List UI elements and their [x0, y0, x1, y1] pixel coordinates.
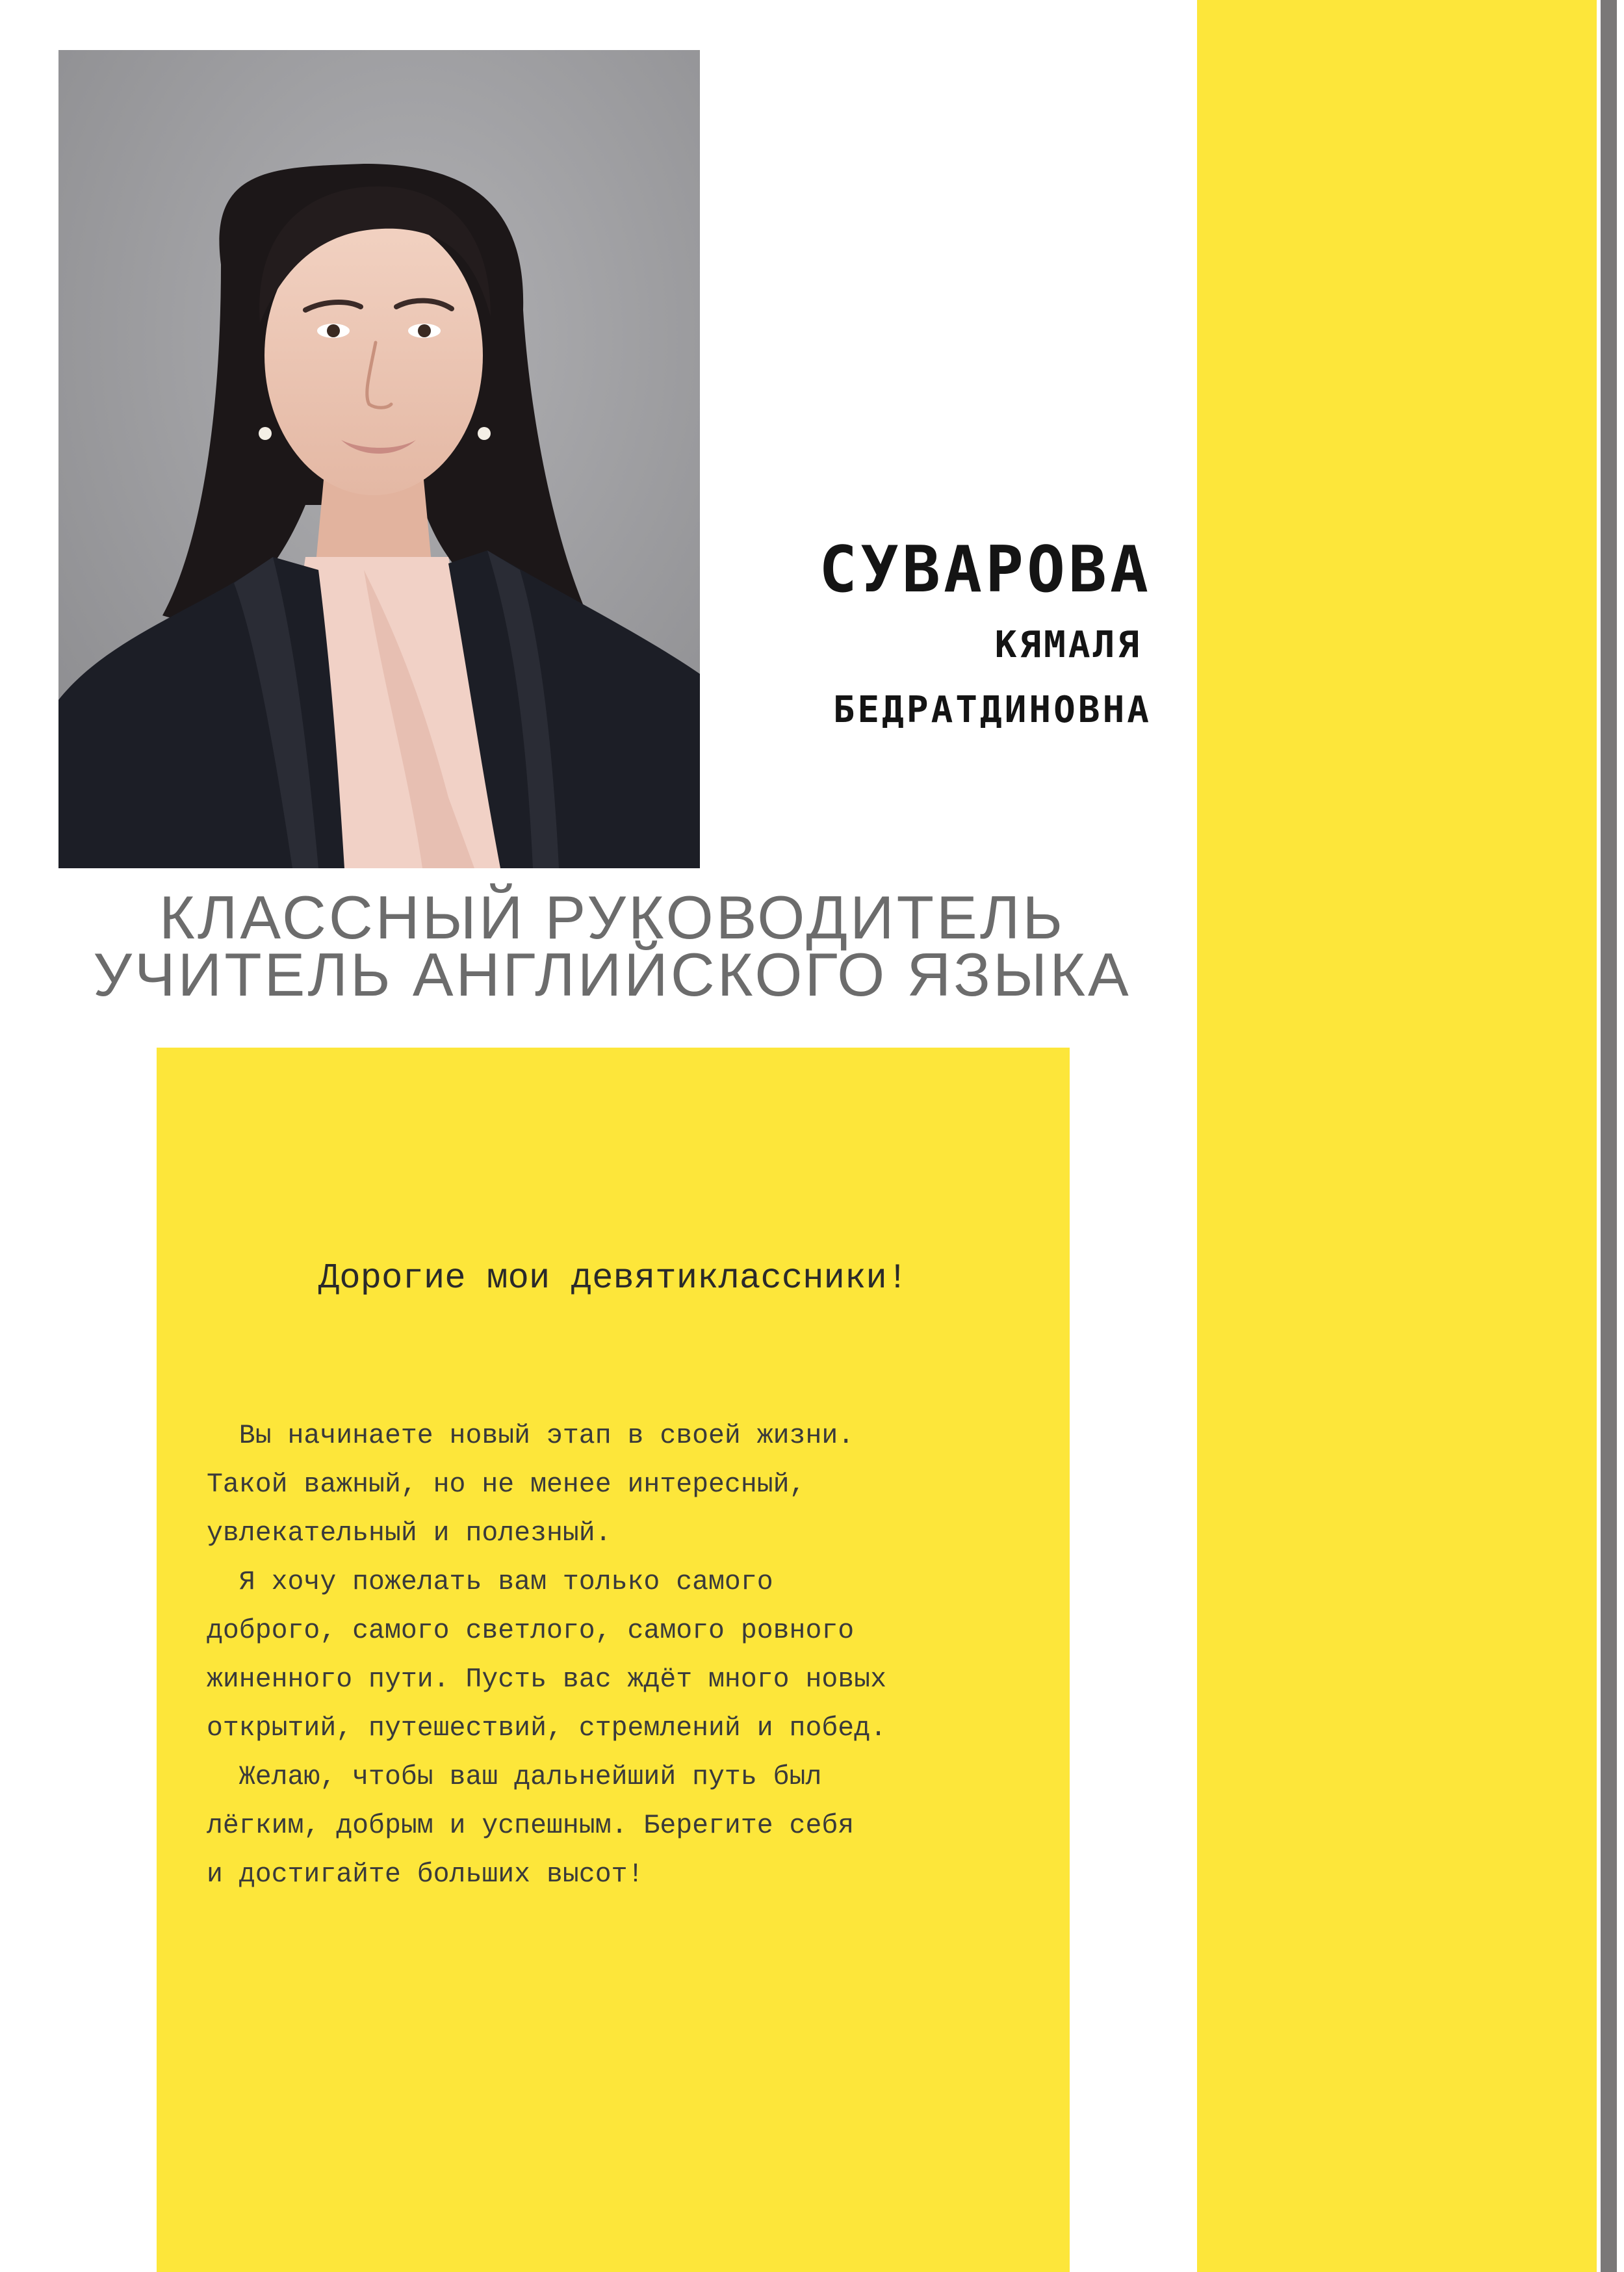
role-english-teacher: УЧИТЕЛЬ АНГЛИЙСКОГО ЯЗЫКА: [93, 940, 1131, 1009]
letter-line: жиненного пути. Пусть вас ждёт много новых: [207, 1664, 886, 1695]
letter-line: открытий, путешествий, стремлений и побед.: [207, 1713, 886, 1744]
letter-body: [207, 1412, 1051, 1899]
teacher-patronymic: БЕДРАТДИНОВНА: [832, 689, 1152, 731]
letter-line: и достигайте больших высот!: [207, 1859, 644, 1890]
teacher-surname: СУВАРОВА: [818, 533, 1152, 607]
letter-panel: [157, 1048, 1070, 2272]
letter-line: увлекательный и полезный.: [207, 1518, 612, 1549]
letter-line: Я хочу пожелать вам только самого: [207, 1567, 773, 1597]
letter-line: Вы начинаете новый этап в своей жизни.: [207, 1421, 855, 1451]
letter-line: Такой важный, но не менее интересный,: [207, 1469, 806, 1500]
role-class-teacher: КЛАССНЫЙ РУКОВОДИТЕЛЬ: [159, 883, 1066, 951]
teacher-portrait-photo: [58, 50, 700, 868]
letter-line: доброго, самого светлого, самого ровного: [207, 1616, 855, 1646]
letter-line: лёгким, добрым и успешным. Берегите себя: [207, 1811, 855, 1841]
letter-greeting: Дорогие мои девятиклассники!: [318, 1259, 909, 1298]
teacher-first-name: КЯМАЛЯ: [994, 624, 1142, 666]
right-yellow-band: [1197, 0, 1597, 2272]
letter-line: Желаю, чтобы ваш дальнейший путь был: [207, 1762, 822, 1792]
page-edge-bar: [1601, 0, 1617, 2272]
